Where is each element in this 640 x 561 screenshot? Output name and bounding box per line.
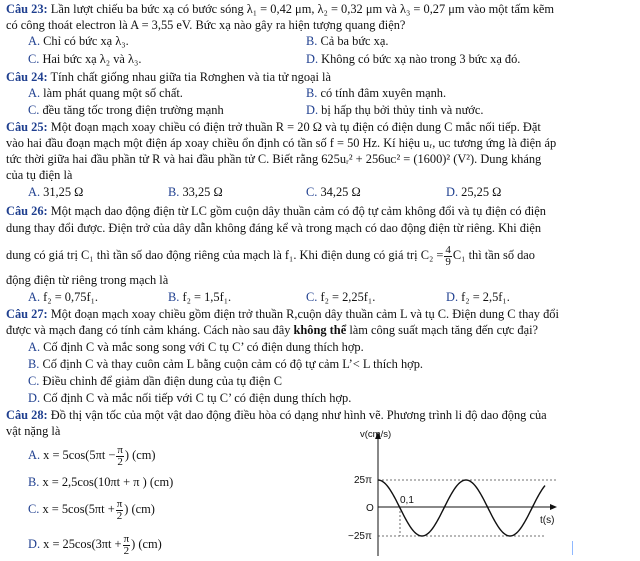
- q28-line1: [6, 408, 547, 423]
- q26-stem-2: dung thay đổi được. Điện trở của dây dẫn không đáng kể và trong mạch có dao động điện từ riêng. Khi điện: [6, 221, 542, 235]
- q24-number: Câu 24:: [6, 70, 48, 84]
- q27-stem-1: Một đoạn mạch xoay chiều gồm điện trở thuần R,cuộn dây thuần cảm L và tụ C. Điện dung C thay đổi: [50, 307, 559, 321]
- q26-stem-1: Một mạch dao động điện từ LC gồm cuộn dây thuần cảm có độ tự cảm không đổi và tụ điện có điện: [50, 204, 546, 218]
- q25-stem-2: vào hai đầu đoạn mạch một điện áp xoay chiều ổn định có tần số f = 50 Hz. Kí hiệu uᵣ, uᴄ tương ứng là điện áp: [6, 136, 557, 150]
- q26-stem-4: động điện từ riêng trong mạch là: [6, 273, 169, 287]
- velocity-graph: [340, 428, 590, 560]
- q25-line1: [6, 120, 541, 135]
- y-min-label: −25π: [348, 531, 372, 542]
- q28-option-a: A. x = 5cos(5πt − $\frac{\pi}{2}$ ) (cm): [28, 443, 156, 468]
- q23-stem-1: Lần lượt chiếu ba bức xạ có bước sóng λ₁ = 0,42 μm, λ₂ = 0,32 μm và λ₃ = 0,27 μm vào một tấm kẽm: [50, 2, 555, 16]
- origin-label: O: [366, 503, 374, 514]
- t-marker-label: 0,1: [400, 495, 414, 506]
- q26-option-b: B. f₂ = 1,5f₁.: [168, 290, 232, 304]
- q27-option-c: C. Điều chỉnh để giảm dần điện dung của tụ điện C: [28, 374, 282, 388]
- q24-option-a: A. làm phát quang một số chất.: [28, 86, 183, 100]
- q27-option-b: B. Cố định C và thay cuôn cảm L bằng cuộn cảm có độ tự cảm L’< L thích hợp.: [28, 357, 424, 371]
- q28-number: Câu 28:: [6, 408, 48, 422]
- q26-option-a: A. f₂ = 0,75f₁.: [28, 290, 99, 304]
- t-axis-label: t(s): [540, 515, 555, 526]
- q23-option-a: A. Chỉ có bức xạ λ₃.: [28, 34, 129, 48]
- q26-option-d: D. f₂ = 2,5f₁.: [446, 290, 510, 304]
- q23-line1: [6, 2, 554, 17]
- q26-line1: [6, 204, 546, 219]
- q28-option-b: B. x = 2,5cos(10πt + π ) (cm): [28, 475, 174, 489]
- q25-option-a: A. 31,25 Ω: [28, 185, 84, 199]
- q27-number: Câu 27:: [6, 307, 48, 321]
- q28-option-d: D. x = 25cos(3πt + $\frac{\pi}{2}$ ) (cm): [28, 532, 162, 557]
- q28-option-c: C. x = 5cos(5πt + $\frac{\pi}{2}$ ) (cm): [28, 497, 155, 522]
- q27-option-d: D. Cố định C và mắc nối tiếp với C tụ C’ có điện dung thích hợp.: [28, 391, 352, 405]
- q27-stem-2: được và mạch đang có tính cảm kháng. Cách nào sau đây không thể làm công suất mạch tăng đến cực đại?: [6, 323, 539, 337]
- q24-stem: Tính chất giống nhau giữa tia Rơnghen và tia tử ngoại là: [50, 70, 331, 84]
- q25-stem-1: Một đoạn mạch xoay chiều có điện trở thuần R = 20 Ω và tụ điện có điện dung C mắc nối tiếp. Đặt: [50, 120, 541, 134]
- v-axis-label: v(cm/s): [360, 429, 392, 440]
- q28-stem-1: Đồ thị vận tốc của một vật dao động điều hòa có dạng như hình vẽ. Phương trình li độ dao động của: [50, 408, 547, 422]
- q24-line1: [6, 70, 331, 85]
- q24-option-b: B. có tính đâm xuyên mạnh.: [306, 86, 447, 100]
- q26-stem-3: dung có giá trị C₁ thì tần số dao động riêng của mạch là f₁. Khi điện dung có giá trị C₂ = $\frac{4}{9}$ C₁ thì tần số dao: [6, 243, 535, 268]
- q24-option-d: D. bị hấp thụ bởi thủy tinh và nước.: [306, 103, 484, 117]
- q25-option-c: C. 34,25 Ω: [306, 185, 361, 199]
- t-axis-arrow-icon: [550, 504, 557, 510]
- q26-option-c: C. f₂ = 2,25f₁.: [306, 290, 376, 304]
- y-max-label: 25π: [354, 475, 373, 486]
- q25-option-b: B. 33,25 Ω: [168, 185, 223, 199]
- q27-emphasis: không thể: [293, 323, 347, 337]
- q26-number: Câu 26:: [6, 204, 48, 218]
- q23-option-b: B. Cả ba bức xạ.: [306, 34, 389, 48]
- text-cursor: [572, 541, 573, 555]
- q23-option-c: C. Hai bức xạ λ₂ và λ₃.: [28, 52, 142, 66]
- q27-option-a: A. Cố định C và mắc song song với C tụ C’ có điện dung thích hợp.: [28, 340, 364, 354]
- velocity-curve: [378, 480, 545, 536]
- q25-stem-3: tức thời giữa hai đầu phần tử R và hai đầu phần tử C. Biết rằng 625uᵣ² + 256uᴄ² = (1600)² (V²). Dung kháng: [6, 152, 542, 166]
- q25-number: Câu 25:: [6, 120, 48, 134]
- q27-line1: [6, 307, 559, 322]
- q26-fraction: $\frac{4}{9}$: [445, 243, 451, 268]
- q23-number: Câu 23:: [6, 2, 48, 16]
- q25-option-d: D. 25,25 Ω: [446, 185, 502, 199]
- q24-option-c: C. đều tăng tốc trong điện trường mạnh: [28, 103, 224, 117]
- q28-stem-2: vật nặng là: [6, 424, 61, 438]
- q23-option-d: D. Không có bức xạ nào trong 3 bức xạ đó.: [306, 52, 521, 66]
- q25-stem-4: của tụ điện là: [6, 168, 73, 182]
- q23-stem-2: có công thoát electron là A = 3,55 eV. Bức xạ nào gây ra hiện tượng quang điện?: [6, 18, 406, 32]
